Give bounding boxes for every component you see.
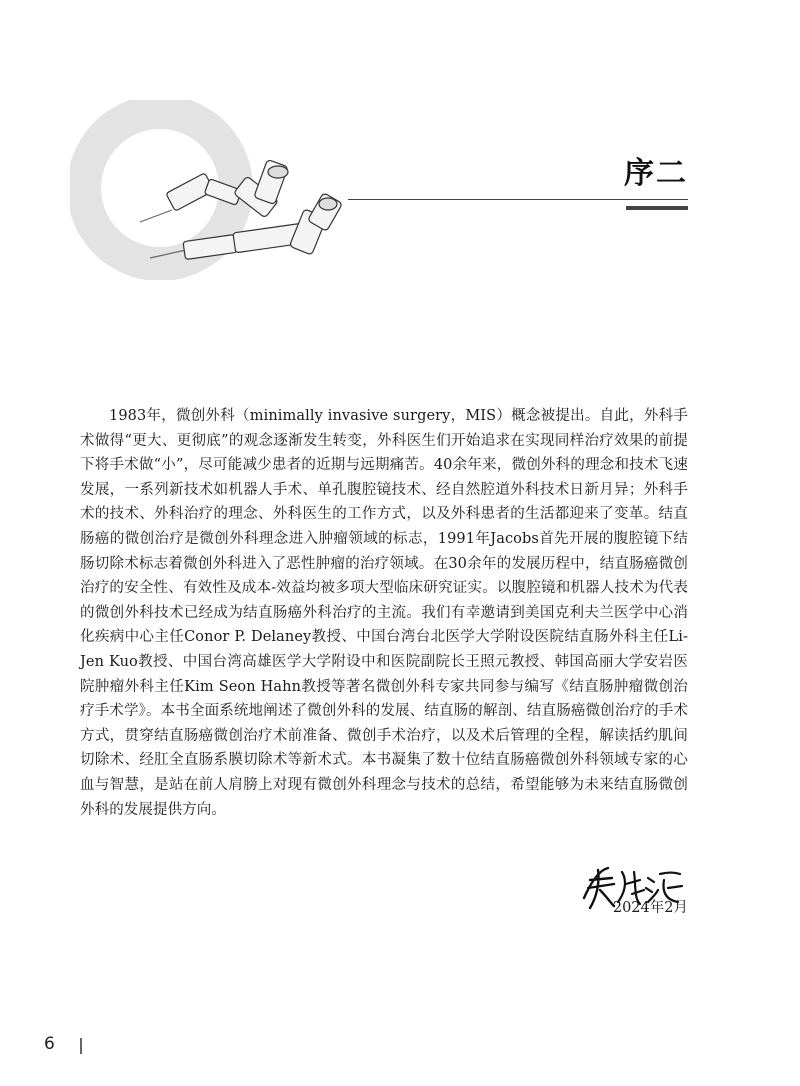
- surgical-instruments-illustration: [70, 100, 370, 280]
- body-paragraph: 1983年，微创外科（minimally invasive surgery，MIS）概念被提出。自此，外科手术做得“更大、更彻底”的观念逐渐发生转变，外科医生们开始追求在实现同样治疗效果的前提下将手术做“小”，尽可能减少患者的近期与远期痛苦。40余年来，微创外科的理念和技术飞速发展，一系列新技术如机器人手术、单孔腹腔镜技术、经自然腔道外科技术日新月异；外科手术的技术、外科治疗的理念、外科医生的工作方式，以及外科患者的生活都迎来了变革。结直肠癌的微创治疗是微创外科理念进入肿瘤领域的标志，1991年Jacobs首先开展的腹腔镜下结肠切除术标志着微创外科进入了恶性肿瘤的治疗领域。在30余年的发展历程中，结直肠癌微创治疗的安全性、有效性及成本-效益均被多项大型临床研究证实。以腹腔镜和机器人技术为代表的微创外科技术已经成为结直肠癌外科治疗的主流。我们有幸邀请到美国克利夫兰医学中心消化疾病中心主任Conor P. Delaney教授、中国台湾台北医学大学附设医院结直肠外科主任Li-Jen Kuo教授、中国台湾高雄医学大学附设中和医院副院长王照元教授、韩国高丽大学安岩医院肿瘤外科主任Kim Seon Hahn教授等著名微创外科专家共同参与编写《结直肠肿瘤微创治疗手术学》。本书全面系统地阐述了微创外科的发展、结直肠的解剖、结直肠癌微创治疗的手术方式，贯穿结直肠癌微创治疗术前准备、微创手术治疗，以及术后管理的全程，解读括约肌间切除术、经肛全直肠系膜切除术等新术式。本书凝集了数十位结直肠癌微创外科领域专家的心血与智慧，是站在前人肩膀上对现有微创外科理念与技术的总结，希望能够为未来结直肠微创外科的发展提供方向。: [80, 408, 688, 818]
- page-number-divider: [80, 1038, 82, 1054]
- page-title: 序二: [624, 156, 688, 191]
- preface-date: 2024年2月: [612, 900, 688, 916]
- preface-body: [80, 404, 688, 822]
- title-rule-accent: [626, 206, 688, 210]
- page-number: 6: [44, 1034, 55, 1054]
- title-rule: [348, 199, 688, 200]
